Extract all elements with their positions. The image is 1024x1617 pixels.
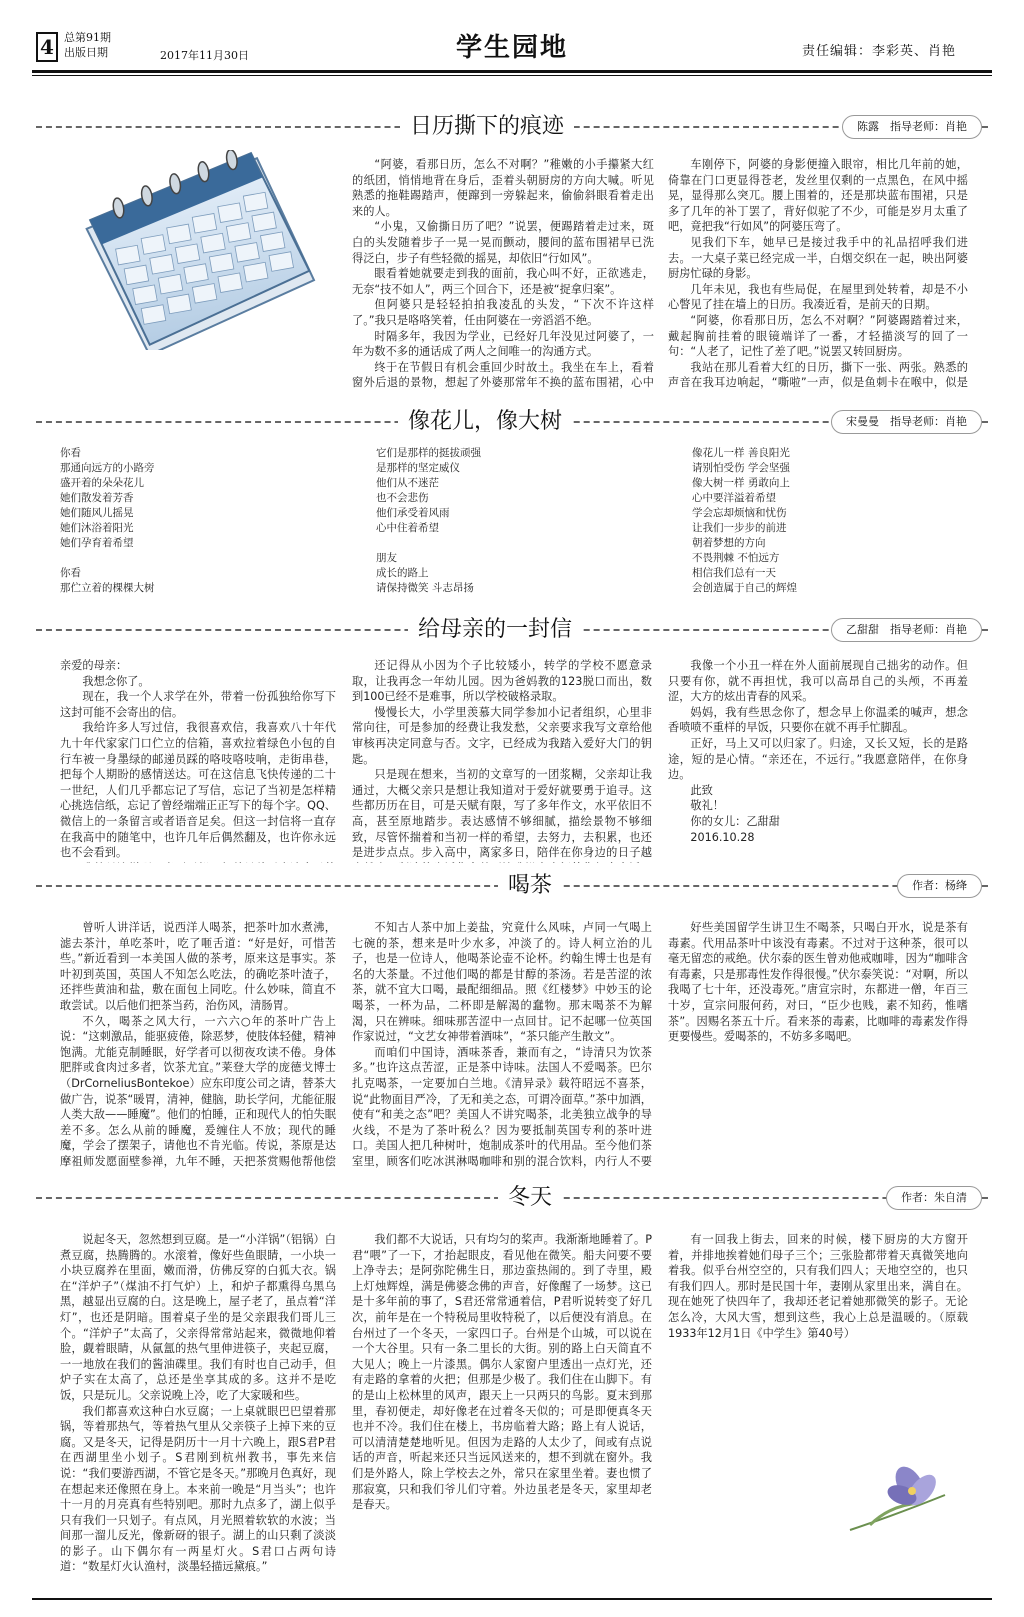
calendar-illustration xyxy=(72,150,322,350)
issue-number: 总第91期 xyxy=(64,31,111,44)
letter-closing: 敬礼！ xyxy=(690,799,724,813)
article-byline: 陈露 指导老师：肖艳 xyxy=(842,115,982,139)
paragraph: 而咱们中国诗，酒味茶香，兼而有之，“诗清只为饮茶多。”也许这点苦涩，正是茶中诗味。法国人不爱喝茶。巴尔扎克喝茶，一定要加白兰地。《清异录》载符昭远不喜茶，说“此物面目严冷，了无和美之态，可谓冷面草。”茶中加酒，使有“和美之态”吧？美国人不讲究喝茶，北美独立战争的导火线，不是为了茶叶税么？因为要抵制英国专利的茶叶进口。美国人把几种树叶，炮制成茶叶的代用品。至今他们茶室里，顾客们吃冰淇淋喝咖啡和别的混合饮料，内行人不要 xyxy=(352,1045,652,1168)
page-title: 学生园地 xyxy=(455,33,568,63)
article-byline: 作者：杨绛 xyxy=(897,874,982,898)
masthead-rule-thin xyxy=(32,75,992,76)
paragraph: 妈妈，我有些思念你了，想念早上你温柔的喊声，想念香喷喷不重样的早饭，只要你在就不再手忙脚乱。 xyxy=(668,705,968,735)
masthead-rule xyxy=(32,70,992,73)
article-title: 给母亲的一封信 xyxy=(408,610,582,650)
paragraph: 曾听人讲洋话，说西洋人喝茶，把茶叶加水煮沸，滤去茶汁，单吃茶叶，吃了咂舌道：“好是好，可惜苦些。”新近看到一本美国人做的茶考，原来这是事实。茶叶初到英国，英国人不知怎么吃法，的确吃茶叶渣子，还拌些黄油和盐，敷在面包上同吃。什么妙味，简直不敢尝试。以后他们把茶当药，治伤风，清肠胃。 xyxy=(60,921,336,1012)
poem-col-3 xyxy=(692,446,972,596)
poem-line: 她们孕育着希望 xyxy=(60,537,134,549)
poem-line: 像大树一样 勇敢向上 xyxy=(692,477,790,489)
pub-label: 出版日期 xyxy=(64,46,108,59)
section-header-calendar xyxy=(32,107,992,147)
letter-text-col-1 xyxy=(60,658,336,863)
section-header-winter xyxy=(32,1178,992,1218)
poem-line: 它们是那样的挺拔顽强 xyxy=(376,447,481,459)
paragraph: 不知古人茶中加上姜盐，究竟什么风味，卢同一气喝上七碗的茶，想来是叶少水多，冲淡了的。诗人柯立治的儿子，也是一位诗人，他喝茶论壶不论杯。约翰生博士也是有名的大茶量。不过他们喝的都是甘醇的茶汤。若是苦涩的浓茶，就不宜大口喝，最配细细品。照《红楼梦》中妙玉的论喝茶，一杯为品，二杯即是解渴的蠢物。那末喝茶不为解渴，只在辨味。细味那苦涩中一点回甘。记不起哪一位英国作家说过，“文艺女神带着酒味”，“茶只能产生散文”。 xyxy=(352,921,652,1044)
pub-date: 2017年11月30日 xyxy=(160,49,249,62)
page-number: 4 xyxy=(36,32,58,62)
paragraph: 我们都不大说话，只有均匀的桨声。我渐渐地睡着了。P君“喂”了一下，才抬起眼皮，看见他在微笑。船夫问要不要上净寺去；是阿弥陀佛生日，那边蛮热闹的。到了寺里，殿上灯烛辉煌，满是佛婆念佛的声音，好像醒了一场梦。这已是十多年前的事了，S君还常常通着信，P君听说转变了好几次，前年是在一个特税局里收特税了，以后便没有消息。在台州过了一个冬天，一家四口子。台州是个山城，可以说在一个大谷里。只有一条二里长的大街。别的路上白天简直不大见人；晚上一片漆黑。偶尔人家窗户里透出一点灯光，还有走路的拿着的火把；但那是少极了。我们住在山脚下。有的是山上松林里的风声，跟天上一只两只的鸟影。夏末到那里，春初便走，却好像老在过着冬天似的；可是即便真冬天也并不冷。我们住在楼上，书房临着大路；路上有人说话，可以清清楚楚地听见。但因为走路的人太少了，间或有点说话的声音，听起来还只当远风送来的，想不到就在窗外。我们是外路人，除上学校去之外，常只在家里坐着。妻也惯了那寂寞，只和我们爷儿们守着。外边虽老是冬天，家里却老是春天。 xyxy=(352,1233,652,1512)
iris-flower-illustration xyxy=(840,1455,950,1535)
poem-line: 心中要洋溢着希望 xyxy=(692,492,776,504)
calendar-text-col-2 xyxy=(668,157,968,389)
masthead xyxy=(28,28,996,68)
paragraph: 见我们下车，她早已是接过我手中的礼品招呼我们进去。一大桌子菜已经完成一半，白烟交织在一起，映出阿婆厨房忙碌的身影。 xyxy=(668,235,968,281)
paragraph: 还记得从小因为个子比较矮小，转学的学校不愿意录取，让我再念一年幼儿园。因为爸妈教的123脱口而出，数到100已经不是难事，所以学校破格录取。 xyxy=(352,659,652,704)
poem-line: 请保持微笑 斗志昂扬 xyxy=(376,582,474,594)
article-title: 喝茶 xyxy=(498,866,562,906)
paragraph: 时隔多年，我因为学业，已经好几年没见过阿婆了，一年为数不多的通话成了两人之间唯一的沟通方式。 xyxy=(352,329,654,359)
poem-col-1 xyxy=(60,446,340,596)
poem-line: 会创造属于自己的辉煌 xyxy=(692,582,797,594)
article-title: 冬天 xyxy=(498,1178,562,1218)
poem-col-2 xyxy=(376,446,656,596)
responsible-editor: 责任编辑：李彩英、肖艳 xyxy=(801,44,956,59)
poem-line: 她们随风儿摇晃 xyxy=(60,507,134,519)
paragraph: 我给许多人写过信，我很喜欢信，我喜欢八十年代九十年代家家门口伫立的信箱，喜欢拉着绿色小包的自行车被一身墨绿的邮递员踩的咯吱咯吱响，走街串巷，把每个人期盼的感情送达。可在这信息飞快传递的二十一世纪，人们几乎都忘记了写信，忘记了当初是怎样精心挑选信纸，忘记了曾经端端正正写下的每个字。QQ、微信上的一条留言或者语音足矣。但这一封信将一直存在我高中的随笔中，也许几年后偶然翻及，也许你永远也不会看到。 xyxy=(60,721,336,860)
paragraph: “阿婆，看那日历，怎么不对啊？”稚嫩的小手攥紧大红的纸团，悄悄地背在身后，歪着头朝厨房的方向大喊。听见熟悉的拖鞋踢踏声，便蹿到一旁躲起来，偷偷斜眼看着走出来的人。 xyxy=(352,158,654,218)
stanza-gap xyxy=(376,536,656,551)
calendar-text-col-1 xyxy=(352,157,654,389)
poem-line: 学会忘却烦恼和忧伤 xyxy=(692,507,787,519)
page-bottom-rule xyxy=(32,1598,992,1600)
tea-text-col-3 xyxy=(668,920,968,1170)
paragraph: 我想念你了。 xyxy=(82,674,150,688)
paragraph: 车刚停下，阿婆的身影便撞入眼帘，相比几年前的她，倚靠在门口更显得苍老，发丝里仅剩的一点黑色，在风中摇晃，显得那么突兀。腰上围着的，还是那块蓝布围裙，只是多了几年的补丁罢了，背好似驼了不少，可能是岁月太重了吧，竟把我“行如风”的阿婆压弯了。 xyxy=(668,158,968,234)
poem-line: 她们散发着芳香 xyxy=(60,492,134,504)
tea-text-col-1 xyxy=(60,920,336,1170)
poem-line: 请别怕受伤 学会坚强 xyxy=(692,462,790,474)
paragraph: 慢慢长大，小学里羡慕大同学参加小记者组织，心里非常向往，可是参加的经费让我发愁，父亲要求我写文章给他审核再决定同意与否。文字，已经成为我踏入爱好大门的钥匙。 xyxy=(352,705,652,766)
letter-date: 2016.10.28 xyxy=(690,830,755,844)
letter-closing: 此致 xyxy=(690,783,713,797)
poem-line: 你看 xyxy=(60,567,81,579)
poem-line: 成长的路上 xyxy=(376,567,429,579)
letter-text-col-2 xyxy=(352,658,652,863)
paragraph: 终于在节假日有机会重回少时故土。我坐在车上，看着窗外后退的景物，想起了外婆那常年不换的蓝布围裙，心中 xyxy=(352,360,654,389)
paragraph: 正好，马上又可以归家了。归途，又长又短，长的是路途，短的是心情。“亲还在，不远行。”我愿意陪伴，在你身边。 xyxy=(668,736,968,782)
paragraph: 不久，喝茶之风大行，一六六○年的茶叶广告上说：“这刺激品，能驱疲倦，除恶梦，使肢体轻健，精神饱满。尤能克制睡眠，好学者可以彻夜攻读不倦。身体肥胖或食肉过多者，饮茶尤宜。”莱登大学的庞德戈博士（DrCorneliusBontekoe）应东印度公司之请，替茶大做广告，说茶“暖胃，清神，健脑，助长学问，尤能征服人类大敌——睡魔”。他们的怕睡，正和现代人的怕失眠差不多。怎么从前的睡魔，爰缠住人不放；现代的睡魔，学会了摆架子，请他也不肯光临。传说，茶原是达摩祖师发愿面壁参禅，九年不睡，天把茶赏赐他帮他偿 xyxy=(60,1014,336,1168)
poem-line: 像花儿一样 善良阳光 xyxy=(692,447,790,459)
poem-line: 心中住着希望 xyxy=(376,522,439,534)
paragraph: 说起冬天，忽然想到豆腐。是一“小洋锅”（铝锅）白煮豆腐，热腾腾的。水滚着，像好些鱼眼睛，一小块一小块豆腐养在里面，嫩而滑，仿佛反穿的白狐大衣。锅在“洋炉子”（煤油不打气炉）上，和炉子都熏得乌黑乌黑，越显出豆腐的白。这是晚上，屋子老了，虽点着“洋灯”，也还是阴暗。围着桌子坐的是父亲跟我们哥儿三个。“洋炉子”太高了，父亲得常常站起来，微微地仰着脸，觑着眼睛，从氤氲的热气里伸进筷子，夹起豆腐，一一地放在我们的酱油碟里。我们有时也自己动手，但炉子实在太高了，总还是坐享其成的多。这并不是吃饭，只是玩儿。父亲说晚上冷，吃了大家暖和些。 xyxy=(60,1233,336,1402)
article-byline: 乙甜甜 指导老师：肖艳 xyxy=(831,618,982,642)
poem-line: 那伫立着的棵棵大树 xyxy=(60,582,155,594)
poem-line: 不畏荆棘 不怕远方 xyxy=(692,552,780,564)
letter-text-col-3 xyxy=(668,658,968,863)
winter-text-col-3 xyxy=(668,1232,968,1452)
paragraph: 现在，我一个人求学在外，带着一份孤独给你写下这封可能不会寄出的信。 xyxy=(60,690,336,719)
poem-line: 那通向远方的小路旁 xyxy=(60,462,155,474)
paragraph: 有一回我上街去，回来的时候，楼下厨房的大方窗开着，并排地挨着她们母子三个；三张脸都带着天真微笑地向着我。似乎台州空空的，只有我们四人；天地空空的，也只有我们四人。那时是民国十年，妻刚从家里出来，满自在。现在她死了快四年了，我却还老记着她那微笑的影子。无论怎么冷，大风大雪，想到这些，我心上总是温暖的。（原载1933年12月1日《中学生》第40号） xyxy=(668,1233,968,1340)
winter-text-col-2 xyxy=(352,1232,652,1590)
paragraph: 我像一个小丑一样在外人面前展现自己拙劣的动作。但只要有你，就不再担忧，我可以高昂自己的头颅，不再羞涩，大方的炫出青春的风采。 xyxy=(668,659,968,704)
tea-text-col-2 xyxy=(352,920,652,1170)
article-byline: 作者：朱自清 xyxy=(886,1186,982,1210)
paragraph: 几年未见，我也有些局促，在屋里到处转着，却是不小心瞥见了挂在墙上的日历。我凑近看，是前天的日期。 xyxy=(668,282,968,312)
section-header-tree xyxy=(32,402,992,442)
poem-line: 你看 xyxy=(60,447,81,459)
article-byline: 宋曼曼 指导老师：肖艳 xyxy=(831,410,982,434)
paragraph xyxy=(60,861,336,863)
paragraph: 我站在那儿看着大红的日历，撕下一张、两张。熟悉的声音在我耳边响起，“嘶啦”一声，似是鱼刺卡在喉中，似是 xyxy=(668,360,968,389)
paragraph: “阿婆，你看那日历，怎么不对啊？”阿婆踢踏着过来，戴起胸前挂着的眼镜端详了一番，才轻描淡写的回了一句：“人老了，记性了差了吧。”说罢又转回厨房。 xyxy=(668,313,968,359)
stanza-gap xyxy=(60,551,340,566)
poem-line: 她们沐浴着阳光 xyxy=(60,522,134,534)
paragraph: 我们都喜欢这种白水豆腐；一上桌就眼巴巴望着那锅，等着那热气，等着热气里从父亲筷子上掉下来的豆腐。又是冬天，记得是阴历十一月十六晚上，跟S君P君在西湖里坐小划子。S君刚到杭州教书，事先来信说：“我们要游西湖，不管它是冬天。”那晚月色真好，现在想起来还像照在身上。本来前一晚是“月当头”；也许十一月的月亮真有些特别吧。那时九点多了，湖上似乎只有我们一只划子。有点风，月光照着软软的水波；当间那一溜儿反光，像新砑的银子。湖上的山只剩了淡淡的影子。山下偶尔有一两星灯火。S君口占两句诗道：“数星灯火认渔村，淡墨轻描远黛痕。” xyxy=(60,1404,336,1574)
paragraph: “小鬼，又偷撕日历了吧？”说罢，便踢踏着走过来，斑白的头发随着步子一晃一晃而颤动，腰间的蓝布围裙早已洗得泛白，步子有些轻微的摇晃，却依旧“行如风”。 xyxy=(352,220,654,265)
article-title: 日历撕下的痕迹 xyxy=(400,107,574,147)
paragraph: 但阿婆只是轻轻拍拍我凌乱的头发，“下次不许这样了。”我只是咯咯笑着，任由阿婆在一旁滔滔不绝。 xyxy=(352,298,654,327)
paragraph: 好些美国留学生讲卫生不喝茶，只喝白开水，说是茶有毒素。代用品茶叶中该没有毒素。不过对于这种茶，很可以毫无留恋的戒绝。伏尔泰的医生曾劝他戒咖啡，因为“咖啡含有毒素，只是那毒性发作得很慢。”伏尔泰笑说：“对啊，所以我喝了七十年，还没毒死。”唐宣宗时，东都进一僧，年百三十岁，宣宗问服何药，对曰，“臣少也贱，素不知药，惟嗜茶”。因赐名茶五十斤。看来茶的毒素，比咖啡的毒素发作得更要慢些。爱喝茶的，不妨多多喝吧。 xyxy=(668,921,968,1044)
section-header-letter xyxy=(32,610,992,650)
winter-text-col-1 xyxy=(60,1232,336,1590)
paragraph: 只是现在想来，当初的文章写的一团浆糊，父亲却让我通过，大概父亲只是想让我知道对于爱好就要勇于追寻。这些都历历在目，可是天赋有限，写了多年作文，水平依旧不高，甚至原地踏步。表达感情不够细腻，描绘景物不够细致，尽管怀揣着和当初一样的希望，去努力，去积累，也还是进步点点。步入高中，离家多日，陪伴在你身边的日子越 xyxy=(352,768,652,860)
poem-line: 也不会悲伤 xyxy=(376,492,429,504)
poem-line: 朝着梦想的方向 xyxy=(692,537,766,549)
poem-line: 朋友 xyxy=(376,552,397,564)
poem-line: 让我们一步步的前进 xyxy=(692,522,787,534)
salutation: 亲爱的母亲： xyxy=(60,659,128,672)
poem-line: 他们从不迷茫 xyxy=(376,477,439,489)
letter-signature: 你的女儿：乙甜甜 xyxy=(690,814,780,828)
poem-line: 是那样的坚定威仪 xyxy=(376,462,460,474)
poem-line: 他们承受着风雨 xyxy=(376,507,450,519)
paragraph: 眼看着她就要走到我的面前，我心叫不好，正欲逃走，无奈“技不如人”，两三个回合下，还是被“捉拿归案”。 xyxy=(352,267,654,296)
poem-line: 盛开着的朵朵花儿 xyxy=(60,477,144,489)
article-title: 像花儿，像大树 xyxy=(398,402,572,442)
poem-line: 相信我们总有一天 xyxy=(692,567,776,579)
section-header-tea xyxy=(32,866,992,906)
